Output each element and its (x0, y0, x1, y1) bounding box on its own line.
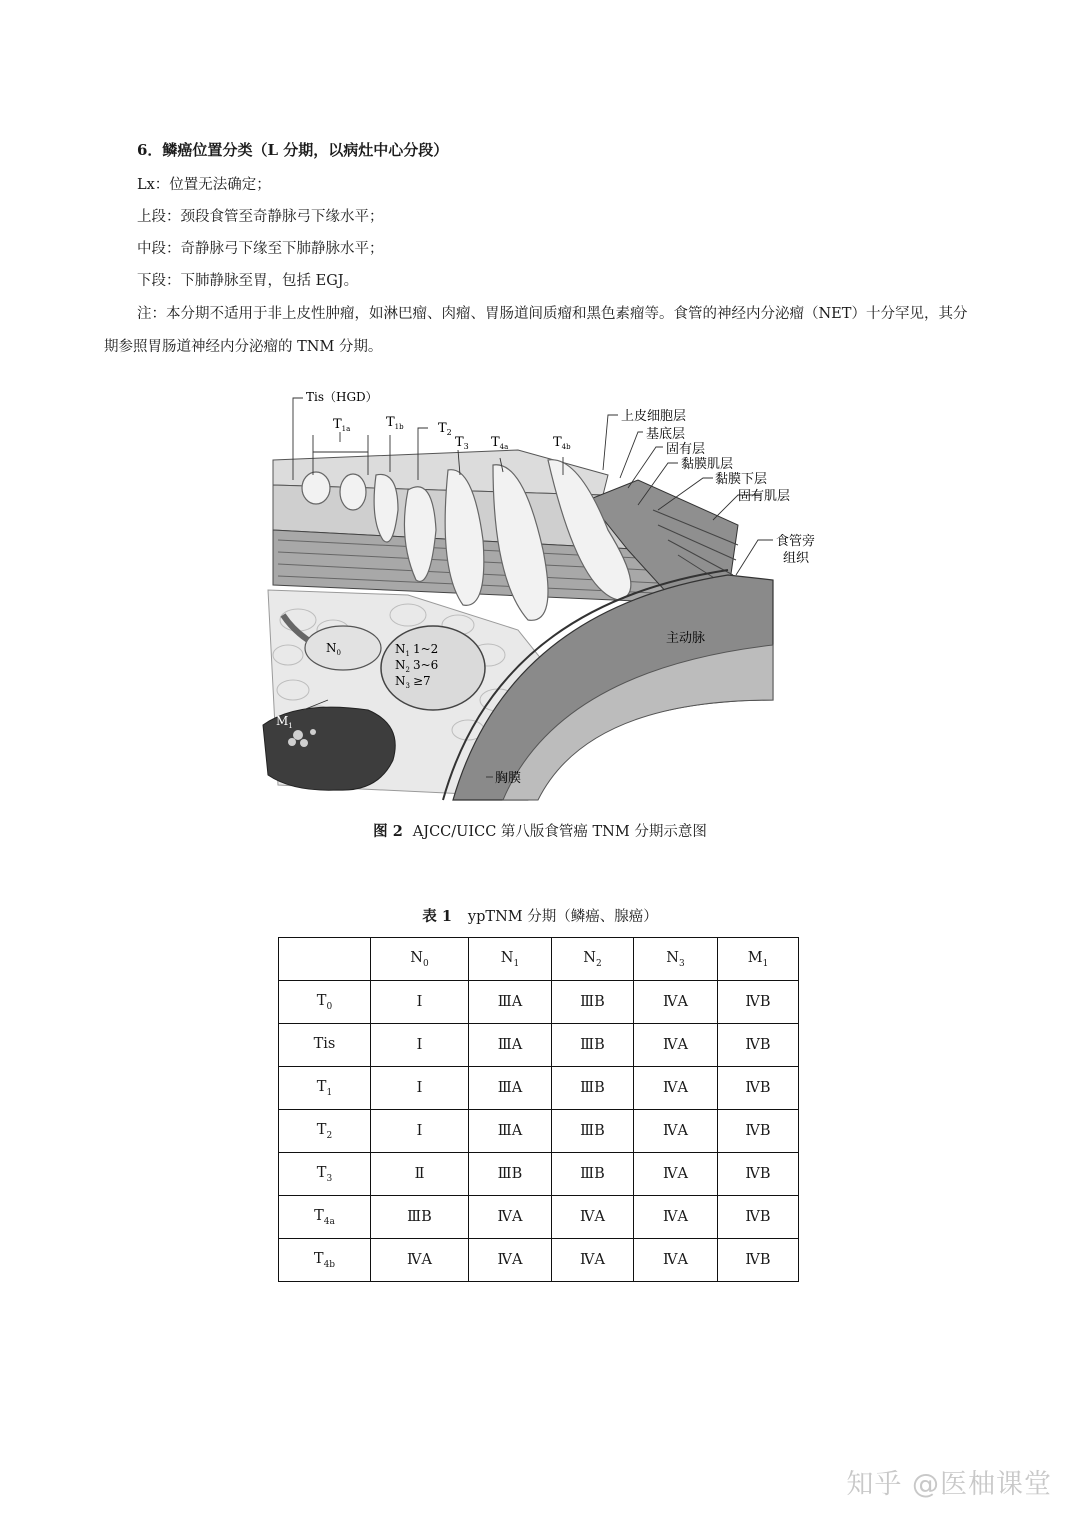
label-basement: 基底层 (646, 427, 686, 442)
table-cell: ⅣA (469, 1196, 552, 1239)
label-n1: $N_1$ 1~2 (395, 642, 439, 658)
header-corner (279, 938, 371, 981)
header-n0: $N_0$ (371, 938, 469, 981)
table-cell: ⅣA (552, 1239, 634, 1282)
header-n3: $N_3$ (634, 938, 718, 981)
table-caption-text: ypTNM 分期（鳞癌、腺癌） (467, 909, 658, 925)
table-cell: ⅣB (718, 1239, 799, 1282)
table-row (279, 1239, 799, 1282)
table-cell: ⅢB (552, 1110, 634, 1153)
table-cell: Ⅱ (371, 1153, 469, 1196)
label-adventitia-1: 食管旁 (776, 534, 816, 549)
table-cell: ⅢA (469, 1110, 552, 1153)
row-label: Tis (279, 1024, 371, 1067)
table-cell: ⅣA (469, 1239, 552, 1282)
row-label: $T_1$ (279, 1067, 371, 1110)
header-n2: $N_2$ (552, 938, 634, 981)
figure-caption (0, 820, 1080, 841)
label-tis: Tis（HGD） (306, 390, 378, 404)
lymph-node-n0 (305, 626, 381, 670)
table-caption (0, 905, 1080, 926)
table-cell: Ⅰ (371, 1024, 469, 1067)
table-cell: ⅢA (469, 1024, 552, 1067)
section-heading: 6．鳞癌位置分类（L 分期，以病灶中心分段） (137, 141, 449, 159)
label-m1: $M_1$ (276, 714, 293, 730)
label-muscularis-mucosae: 黏膜肌层 (681, 457, 734, 472)
label-n0: $N_0$ (326, 641, 341, 657)
row-label: $T_2$ (279, 1110, 371, 1153)
row-label: $T_{4b}$ (279, 1239, 371, 1282)
table-cell: ⅣA (634, 1153, 718, 1196)
row-label: $T_{4a}$ (279, 1196, 371, 1239)
table-cell: ⅣA (552, 1196, 634, 1239)
label-t2: $T_2$ (438, 421, 452, 437)
label-epithelium: 上皮细胞层 (621, 409, 687, 424)
figure-caption-text: AJCC/UICC 第八版食管癌 TNM 分期示意图 (412, 824, 707, 840)
label-t1b: $T_{1b}$ (386, 415, 404, 431)
location-upper: 上段：颈段食管至奇静脉弓下缘水平； (137, 209, 384, 225)
location-middle: 中段：奇静脉弓下缘至下肺静脉水平； (137, 241, 384, 257)
table-cell: ⅢA (469, 1067, 552, 1110)
label-pleura: 胸膜 (495, 771, 522, 786)
label-n2: $N_2$ 3~6 (395, 658, 439, 674)
row-label: $T_3$ (279, 1153, 371, 1196)
tnm-illustration (258, 380, 816, 805)
watermark: 知乎 @医柚课堂 (846, 1469, 1052, 1500)
table-cell: ⅢA (469, 981, 552, 1024)
staging-note: 注：本分期不适用于非上皮性肿瘤，如淋巴瘤、肉瘤、胃肠道间质瘤和黑色素瘤等。食管的神经内分泌瘤（NET）十分罕见，其分期参照胃肠道神经内分泌瘤的 TNM 分期。 (104, 306, 968, 355)
table-cell: ⅣA (634, 1239, 718, 1282)
table-cell: ⅣA (634, 1067, 718, 1110)
location-lx: Lx：位置无法确定； (137, 177, 271, 193)
table-header-row (279, 938, 799, 981)
row-label: $T_0$ (279, 981, 371, 1024)
table-cell: ⅣB (718, 1196, 799, 1239)
label-adventitia-2: 组织 (783, 551, 810, 566)
table-cell: ⅣB (718, 1024, 799, 1067)
table-caption-number: 表 1 (422, 908, 452, 925)
label-t4b: $T_{4b}$ (553, 435, 571, 451)
table-cell: ⅢB (552, 1024, 634, 1067)
label-t1a: $T_{1a}$ (333, 417, 351, 433)
label-submucosa: 黏膜下层 (715, 472, 768, 487)
table-cell: ⅢB (552, 1067, 634, 1110)
table-cell: ⅢB (469, 1153, 552, 1196)
header-n1: $N_1$ (469, 938, 552, 981)
table-cell: ⅢB (371, 1196, 469, 1239)
table-row (279, 981, 799, 1024)
table-cell: ⅣB (718, 981, 799, 1024)
label-t3: $T_3$ (455, 435, 469, 451)
yptnm-table (278, 937, 799, 1282)
table-cell: ⅣB (718, 1067, 799, 1110)
label-t4a: $T_{4a}$ (491, 435, 509, 451)
table-cell: ⅣA (634, 981, 718, 1024)
label-n3: $N_3 \ge 7$ (395, 674, 431, 690)
table-cell: ⅣA (634, 1024, 718, 1067)
figure-caption-number: 图 2 (373, 823, 403, 840)
table-cell: ⅣA (634, 1110, 718, 1153)
table-row (279, 1110, 799, 1153)
table-cell: ⅣB (718, 1153, 799, 1196)
header-m1: $M_1$ (718, 938, 799, 981)
table-row (279, 1196, 799, 1239)
table-row (279, 1024, 799, 1067)
table-cell: ⅣA (634, 1196, 718, 1239)
table-cell: Ⅰ (371, 981, 469, 1024)
label-muscularis-propria: 固有肌层 (738, 489, 791, 504)
table-cell: ⅢB (552, 981, 634, 1024)
tnm-staging-figure (258, 380, 816, 805)
table-cell: ⅣB (718, 1110, 799, 1153)
table-row (279, 1153, 799, 1196)
table-cell: ⅢB (552, 1153, 634, 1196)
label-lamina-propria: 固有层 (666, 442, 706, 457)
table-cell: Ⅰ (371, 1067, 469, 1110)
location-lower: 下段：下肺静脉至胃，包括 EGJ。 (137, 273, 359, 289)
label-aorta: 主动脉 (666, 631, 706, 646)
table-cell: ⅣA (371, 1239, 469, 1282)
table-row (279, 1067, 799, 1110)
table-cell: Ⅰ (371, 1110, 469, 1153)
